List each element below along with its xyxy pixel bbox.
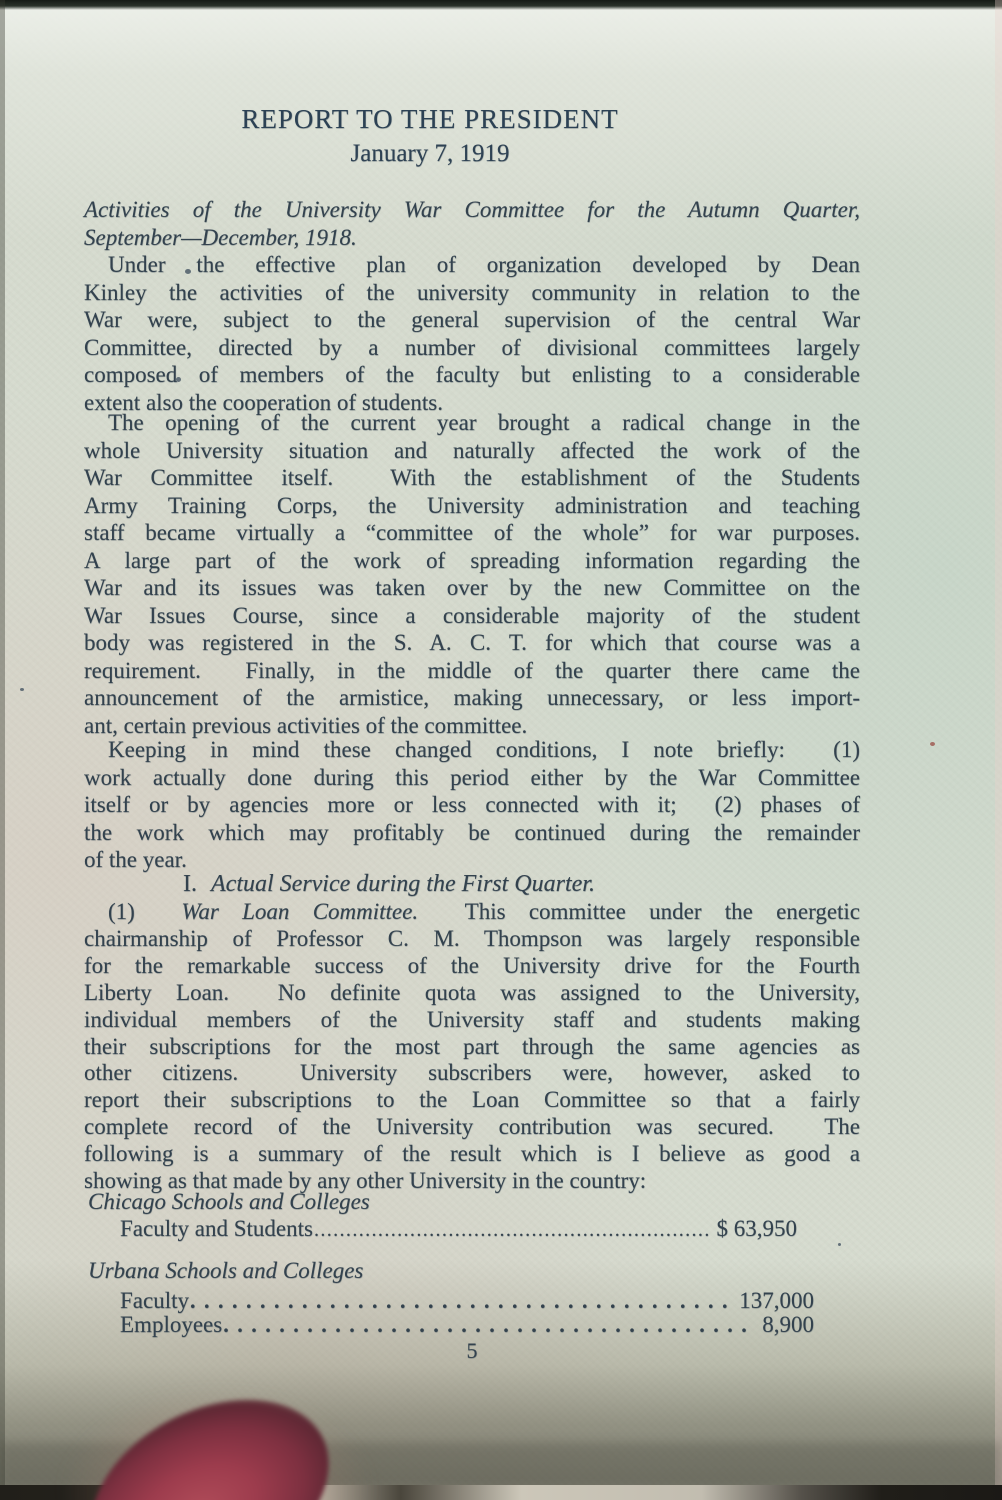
- text-line: body was registered in the S. A. C. T. for which that course was a: [84, 630, 860, 655]
- text-line: Keeping in mind these changed conditions, I note briefly: (1): [108, 737, 860, 762]
- text-line: chairmanship of Professor C. M. Thompson was largely responsible: [84, 925, 860, 951]
- text-line: showing as that made by any other University in the country:: [84, 1168, 647, 1194]
- text-line: announcement of the armistice, making unnecessary, or less import-: [84, 685, 860, 710]
- text-line: September—December, 1918.: [84, 224, 357, 250]
- paragraph-changed-conditions: [84, 736, 860, 874]
- text-line: ant, certain previous activities of the committee.: [84, 712, 528, 738]
- summary-row-employees: [120, 1312, 814, 1338]
- text-line: composed of members of the faculty but enlisting to a considerable: [84, 362, 860, 387]
- text-line: Activities of the University War Committee for the Autumn Quarter,: [84, 197, 860, 222]
- text-line: War and its issues was taken over by the new Committee on the: [84, 575, 860, 600]
- ink-speck: [838, 1243, 841, 1246]
- intro-paragraph: [84, 196, 860, 251]
- text-line: complete record of the University contribution was secured. The: [84, 1114, 860, 1140]
- text-line: Committee, directed by a number of divisional committees largely: [84, 334, 860, 360]
- page-left-edge-shadow: [0, 0, 5, 1500]
- paragraph-organization: [84, 251, 860, 416]
- war-loan-committee-label: War Loan Committee.: [181, 899, 419, 924]
- text-line: War were, subject to the general supervision of the central War: [84, 307, 860, 332]
- row-label: Faculty: [120, 1288, 189, 1313]
- section-numeral: I.: [183, 871, 198, 897]
- summary-row-chicago: [120, 1216, 797, 1243]
- page-right-edge-highlight: [995, 0, 1002, 1500]
- text-line: War Committee itself. With the establishment of the Students: [84, 465, 860, 490]
- text-line: of the year.: [84, 847, 187, 872]
- row-value: 137,000: [739, 1288, 814, 1313]
- text-line: Liberty Loan. No definite quota was assigned to the University,: [84, 979, 860, 1005]
- war-loan-body-lines: [84, 926, 860, 1195]
- text-line: the work which may profitably be continued during the remainder: [84, 819, 860, 845]
- dot-leader: [314, 1217, 709, 1243]
- text-line: requirement. Finally, in the middle of the quarter there came the: [84, 657, 860, 683]
- text-line: staff became virtually a “committee of the whole” for war purposes.: [84, 520, 860, 545]
- red-speck: [930, 742, 935, 746]
- text-line: Army Training Corps, the University administration and teaching: [84, 492, 860, 518]
- text-line: extent also the cooperation of students.: [84, 389, 443, 415]
- text-line: report their subscriptions to the Loan Committee so that a fairly: [84, 1087, 860, 1113]
- text-line: Under the effective plan of organization developed by Dean: [108, 252, 860, 277]
- row-value: 8,900: [762, 1312, 814, 1337]
- text-line: other citizens. University subscribers were, however, asked to: [84, 1060, 860, 1086]
- text-line: War Issues Course, since a considerable majority of the student: [84, 602, 860, 628]
- war-loan-first-line: [84, 899, 860, 926]
- dot-leader: [190, 1288, 731, 1314]
- dot-leader: [223, 1312, 754, 1338]
- row-label: Faculty and Students: [120, 1216, 313, 1241]
- text-line: work actually done during this period either by the War Committee: [84, 764, 860, 790]
- text-line: The opening of the current year brought a radical change in the: [108, 410, 860, 435]
- urbana-schools-heading: Urbana Schools and Colleges: [88, 1258, 364, 1283]
- chicago-schools-heading: Chicago Schools and Colleges: [88, 1189, 370, 1214]
- section-heading: [0, 871, 778, 898]
- text-line: individual members of the University staff and students making: [84, 1006, 860, 1032]
- text-line: A large part of the work of spreading information regarding the: [84, 547, 860, 573]
- page-top-edge-shadow: [0, 0, 1002, 10]
- text-line: itself or by agencies more or less connected with it; (2) phases of: [84, 792, 860, 817]
- row-label: Employees: [120, 1312, 223, 1337]
- page-date: January 7, 1919: [350, 140, 510, 167]
- item-number: (1): [108, 899, 135, 924]
- page-title: REPORT TO THE PRESIDENT: [241, 104, 619, 134]
- text-line: following is a summary of the result which is I believe as good a: [84, 1141, 860, 1167]
- row-value: $ 63,950: [716, 1216, 797, 1241]
- paragraph-current-year: [84, 409, 860, 739]
- first-line-rest: This committee under the energetic: [441, 899, 861, 924]
- ink-speck: [20, 688, 24, 691]
- section-heading-text: Actual Service during the First Quarter.: [211, 871, 595, 897]
- text-line: whole University situation and naturally affected the work of the: [84, 437, 860, 463]
- summary-row-faculty: [120, 1288, 814, 1314]
- text-line: Kinley the activities of the university community in relation to the: [84, 279, 860, 305]
- paragraph-war-loan: [84, 899, 860, 1195]
- text-line: for the remarkable success of the University drive for the Fourth: [84, 952, 860, 978]
- text-line: their subscriptions for the most part through the same agencies as: [84, 1033, 860, 1059]
- page-number: 5: [466, 1338, 478, 1363]
